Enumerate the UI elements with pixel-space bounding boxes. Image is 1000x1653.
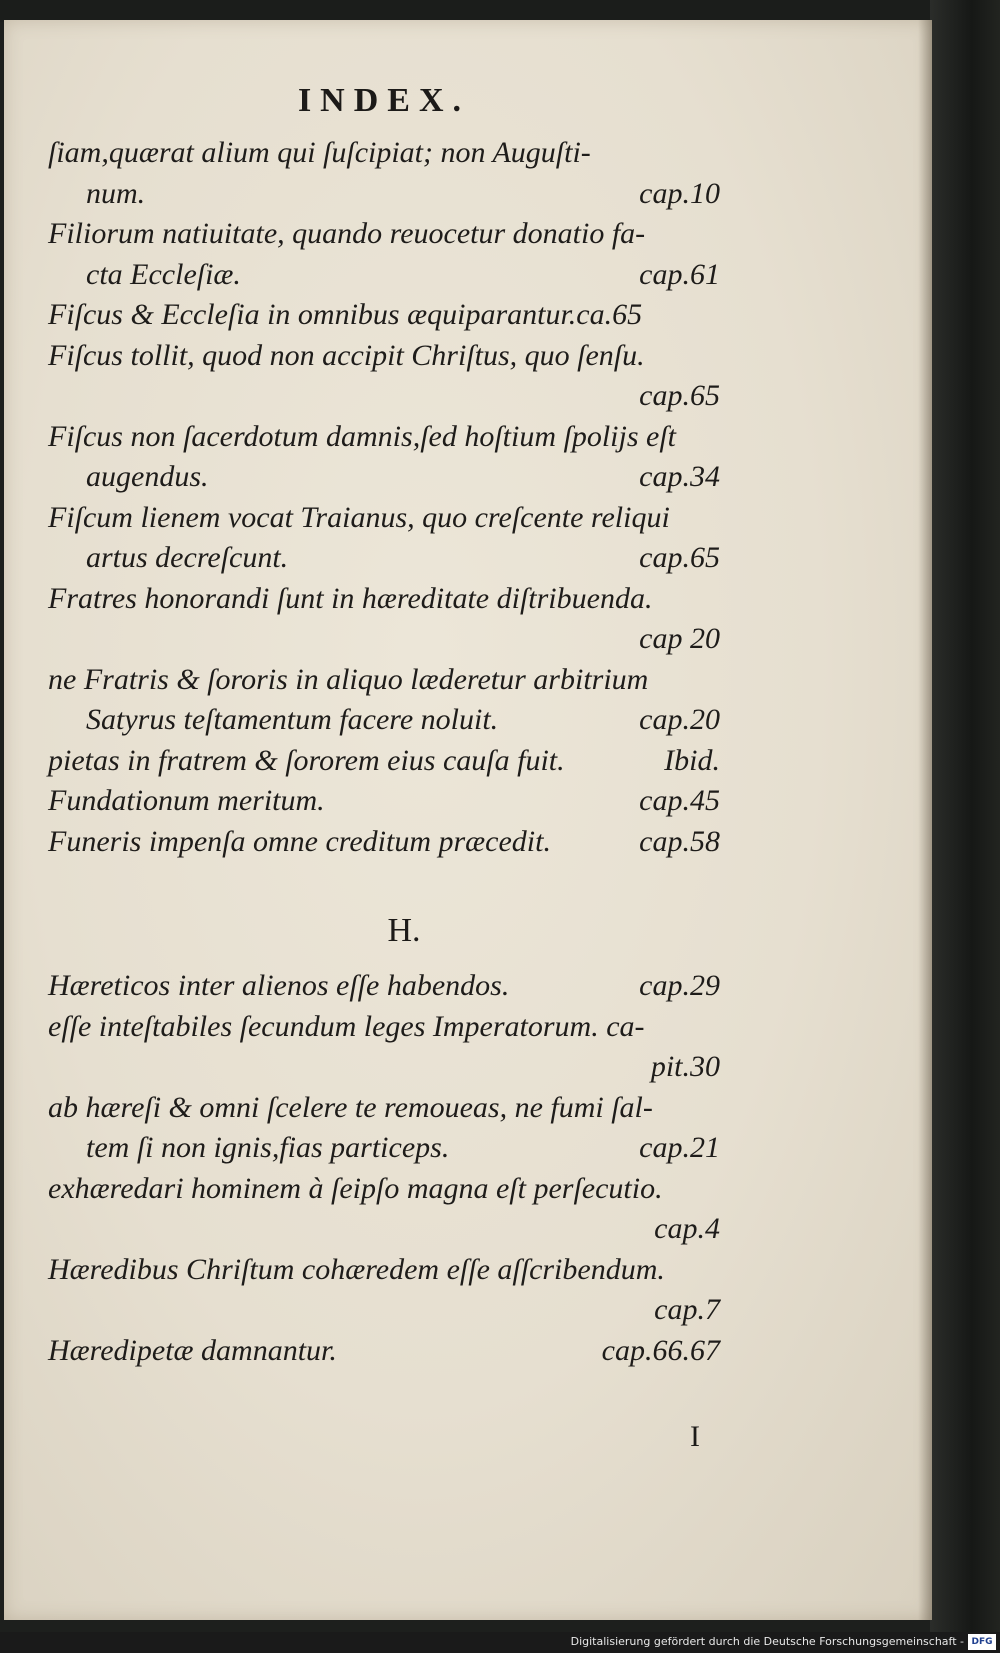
entry-text: Hæreticos inter alienos eſſe habendos.	[48, 969, 510, 1002]
section-heading: H.	[387, 912, 421, 949]
entry-text: tem ſi non ignis,fias particeps.	[86, 1131, 450, 1164]
entry-text: artus decreſcunt.	[86, 541, 289, 574]
entry-text: Fiſcus & Eccleſia in omnibus æquiparantur.ca.65	[48, 298, 643, 331]
entry-text: Satyrus teſtamentum facere noluit.	[86, 703, 499, 736]
entry-text: Fiſcus tollit, quod non accipit Chriſtus, quo ſenſu.	[48, 338, 645, 372]
index-entry	[48, 618, 720, 660]
entry-reference: cap.34	[639, 460, 720, 493]
entry-text: Fundationum meritum.	[48, 784, 325, 817]
entry-reference: cap.61	[639, 257, 720, 291]
index-entry	[48, 416, 720, 458]
entry-reference: cap.29	[639, 969, 720, 1002]
entry-reference: cap.65	[639, 541, 720, 574]
index-entries	[4, 20, 932, 1620]
index-entry	[48, 821, 720, 863]
dfg-logo: DFG	[968, 1634, 996, 1650]
entry-reference: cap.66.67	[601, 1333, 720, 1367]
entry-text: ne Fratris & ſororis in aliquo læderetur arbitrium	[48, 662, 649, 696]
entry-reference: pit.30	[650, 1050, 720, 1083]
entry-reference: cap.21	[639, 1131, 720, 1164]
entry-reference: cap.10	[639, 176, 720, 210]
index-entry	[48, 1330, 720, 1372]
index-entry	[48, 375, 720, 417]
index-entry	[48, 213, 720, 255]
index-entry	[48, 537, 720, 579]
index-entry	[48, 1289, 720, 1331]
entry-reference: cap.4	[654, 1212, 720, 1245]
index-entry	[48, 740, 720, 782]
index-entry	[48, 699, 720, 741]
entry-reference: cap.7	[654, 1293, 720, 1326]
entry-text: ſiam,quærat alium qui ſuſcipiat; non Auguſti-	[48, 136, 591, 169]
entry-reference: cap.20	[639, 703, 720, 736]
entry-text: Filiorum natiuitate, quando reuocetur donatio fa-	[48, 217, 646, 250]
index-entry	[48, 965, 720, 1007]
index-entry	[48, 456, 720, 498]
index-entry	[48, 780, 720, 822]
entry-reference: cap.65	[639, 379, 720, 412]
entry-text: Hæredibus Chriſtum cohæredem eſſe aſſcribendum.	[48, 1252, 665, 1286]
entry-reference: cap.58	[639, 824, 720, 858]
entry-text: cta Eccleſiæ.	[86, 257, 241, 291]
index-entry	[48, 1168, 720, 1210]
entry-text: num.	[86, 176, 146, 210]
entry-text: augendus.	[86, 460, 209, 493]
entry-reference: cap 20	[639, 622, 720, 655]
entry-text: Fiſcum lienem vocat Traianus, quo creſcente reliqui	[48, 500, 670, 534]
index-entry	[48, 578, 720, 620]
scan-top-edge	[0, 0, 1000, 22]
index-entry	[48, 1249, 720, 1291]
index-entry	[48, 335, 720, 377]
index-entry	[48, 294, 720, 336]
index-entry	[48, 254, 720, 296]
index-entry	[48, 173, 720, 215]
entry-text: eſſe inteſtabiles ſecundum leges Imperatorum. ca-	[48, 1009, 645, 1043]
index-entry	[48, 497, 720, 539]
index-entry	[48, 1046, 720, 1088]
entry-text: Fratres honorandi ſunt in hæreditate diſtribuenda.	[48, 581, 653, 615]
entry-text: ab hæreſi & omni ſcelere te remoueas, ne fumi ſal-	[48, 1090, 653, 1124]
entry-text: Hæredipetæ damnantur.	[48, 1333, 337, 1367]
index-entry	[48, 659, 720, 701]
index-entry	[48, 132, 720, 174]
entry-reference: Ibid.	[664, 743, 720, 777]
scan-right-edge	[930, 0, 1000, 1653]
running-head: INDEX.	[297, 82, 471, 119]
entry-text: Fiſcus non ſacerdotum damnis,ſed hoſtium ſpolijs eſt	[48, 419, 677, 453]
index-entry	[48, 1127, 720, 1169]
index-entry	[48, 1208, 720, 1250]
book-page	[4, 20, 932, 1620]
entry-text: Funeris impenſa omne creditum præcedit.	[48, 824, 551, 858]
entry-reference: cap.45	[639, 784, 720, 817]
index-entry	[48, 1006, 720, 1048]
entry-text: pietas in fratrem & ſororem eius cauſa fuit.	[48, 743, 565, 777]
footer-credit: Digitalisierung gefördert durch die Deutsche Forschungsgemeinschaft -	[570, 1635, 964, 1648]
index-entry	[48, 1087, 720, 1129]
signature-mark: I	[690, 1420, 700, 1453]
entry-text: exhæredari hominem à ſeipſo magna eſt perſecutio.	[48, 1171, 663, 1205]
